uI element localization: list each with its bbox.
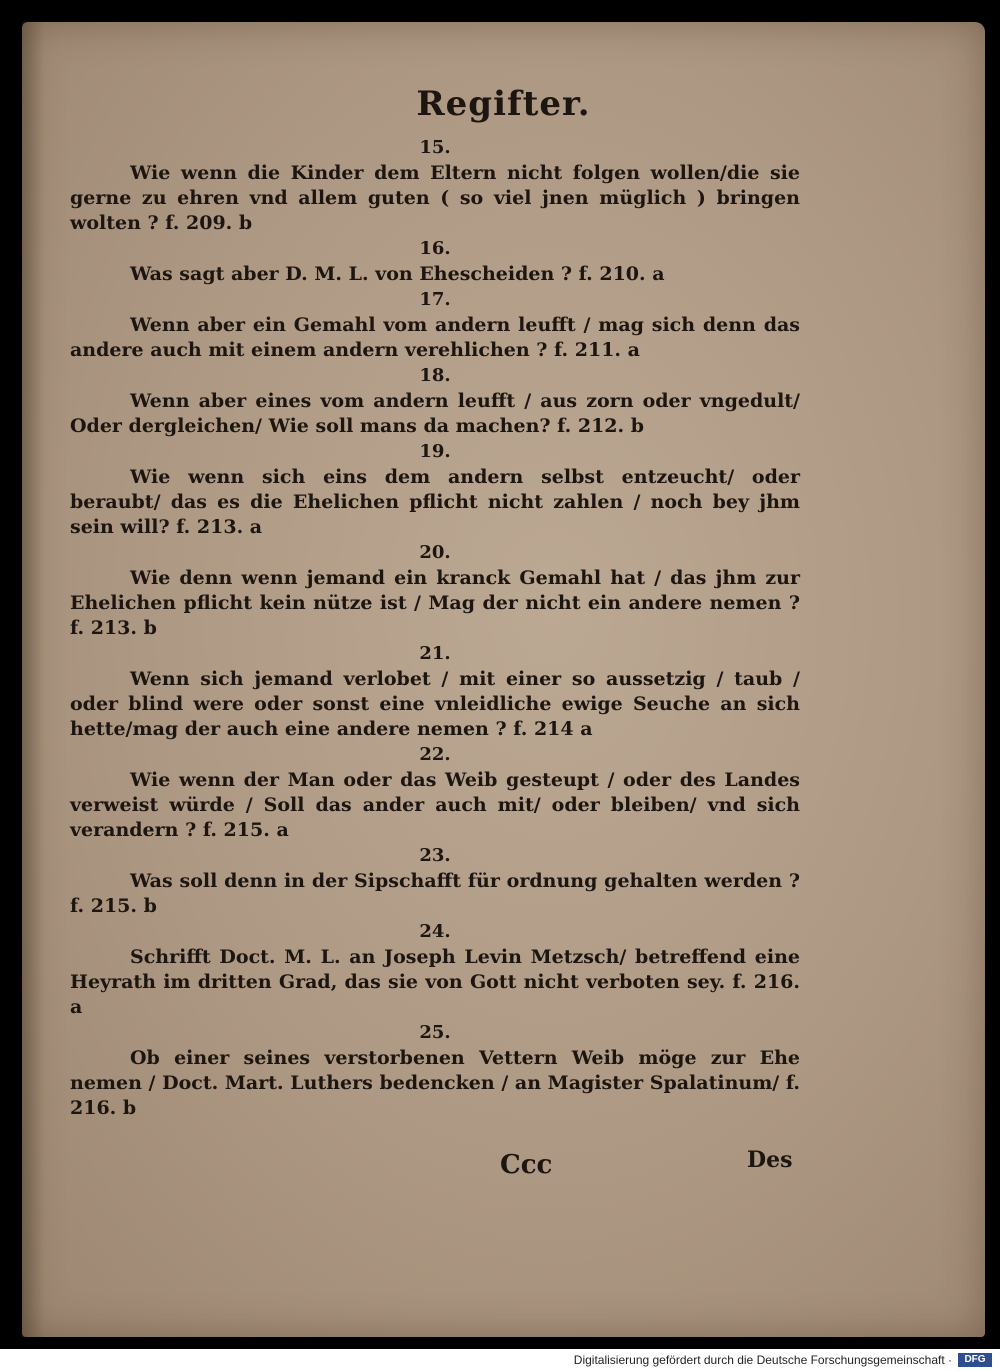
entry-text: Was soll denn in der Sipschafft für ordnung gehalten werden ? f. 215. b: [70, 870, 800, 917]
register-entry: [70, 443, 800, 540]
entry-number: 22.: [419, 744, 451, 765]
entry-number: 20.: [419, 542, 451, 563]
register-entry: [70, 847, 800, 919]
register-entry: [70, 746, 800, 843]
register-entries: [70, 137, 800, 1125]
register-entry: [70, 645, 800, 742]
entry-text: Wie wenn sich eins dem andern selbst entzeucht/ oder beraubt/ das es die Ehelichen pflicht nicht zahlen / noch bey jhm sein will? f. 213. a: [70, 466, 800, 538]
entry-text: Wenn aber eines vom andern leufft / aus zorn oder vngedult/ Oder dergleichen/ Wie soll mans da machen? f. 212. b: [70, 390, 800, 437]
entry-number: 25.: [419, 1022, 451, 1043]
entry-number: 16.: [419, 238, 451, 259]
funding-banner: [0, 1349, 1000, 1371]
entry-number: 18.: [419, 365, 451, 386]
page-title: Regifter.: [416, 84, 591, 124]
entry-number: 23.: [419, 845, 451, 866]
entry-text: Schrifft Doct. M. L. an Joseph Levin Metzsch/ betreffend eine Heyrath im dritten Grad, das sie von Gott nicht verboten sey. f. 216. a: [70, 946, 800, 1018]
signature-mark: Ccc: [500, 1150, 553, 1180]
entry-text: Wenn sich jemand verlobet / mit einer so aussetzig / taub / oder blind were oder sonst eine vnleidliche ewige Seuche an sich hette/mag der auch eine andere nemen ? f. 214 a: [70, 668, 800, 740]
entry-number: 19.: [419, 441, 451, 462]
register-entry: [70, 291, 800, 363]
register-entry: [70, 923, 800, 1020]
register-entry: [70, 139, 800, 236]
dfg-logo-icon: DFG: [958, 1353, 992, 1367]
funding-text: Digitalisierung gefördert durch die Deutsche Forschungsgemeinschaft ·: [573, 1353, 952, 1367]
catchword: Des: [747, 1147, 793, 1173]
register-entry: [70, 367, 800, 439]
page-spine-shadow: [22, 22, 44, 1337]
entry-text: Wie wenn die Kinder dem Eltern nicht folgen wollen/die sie gerne zu ehren vnd allem guten ( so viel jnen müglich ) bringen wolten ? f. 209. b: [70, 162, 800, 234]
entry-text: Wie denn wenn jemand ein kranck Gemahl hat / das jhm zur Ehelichen pflicht kein nütze ist / Mag der nicht ein andere nemen ? f. 213. b: [70, 567, 800, 639]
entry-number: 17.: [419, 289, 451, 310]
book-page: [22, 22, 985, 1337]
entry-text: Wenn aber ein Gemahl vom andern leufft / mag sich denn das andere auch mit einem andern verehlichen ? f. 211. a: [70, 314, 800, 361]
entry-text: Ob einer seines verstorbenen Vettern Weib möge zur Ehe nemen / Doct. Mart. Luthers bedencken / an Magister Spalatinum/ f. 216. b: [70, 1047, 800, 1119]
register-entry: [70, 544, 800, 641]
register-entry: [70, 1024, 800, 1121]
register-entry: [70, 240, 800, 287]
entry-number: 21.: [419, 643, 451, 664]
entry-number: 15.: [419, 137, 451, 158]
entry-number: 24.: [419, 921, 451, 942]
entry-text: Wie wenn der Man oder das Weib gesteupt / oder des Landes verweist würde / Soll das ander auch mit/ oder bleiben/ vnd sich verandern ? f. 215. a: [70, 769, 800, 841]
entry-text: Was sagt aber D. M. L. von Ehescheiden ? f. 210. a: [130, 263, 665, 285]
